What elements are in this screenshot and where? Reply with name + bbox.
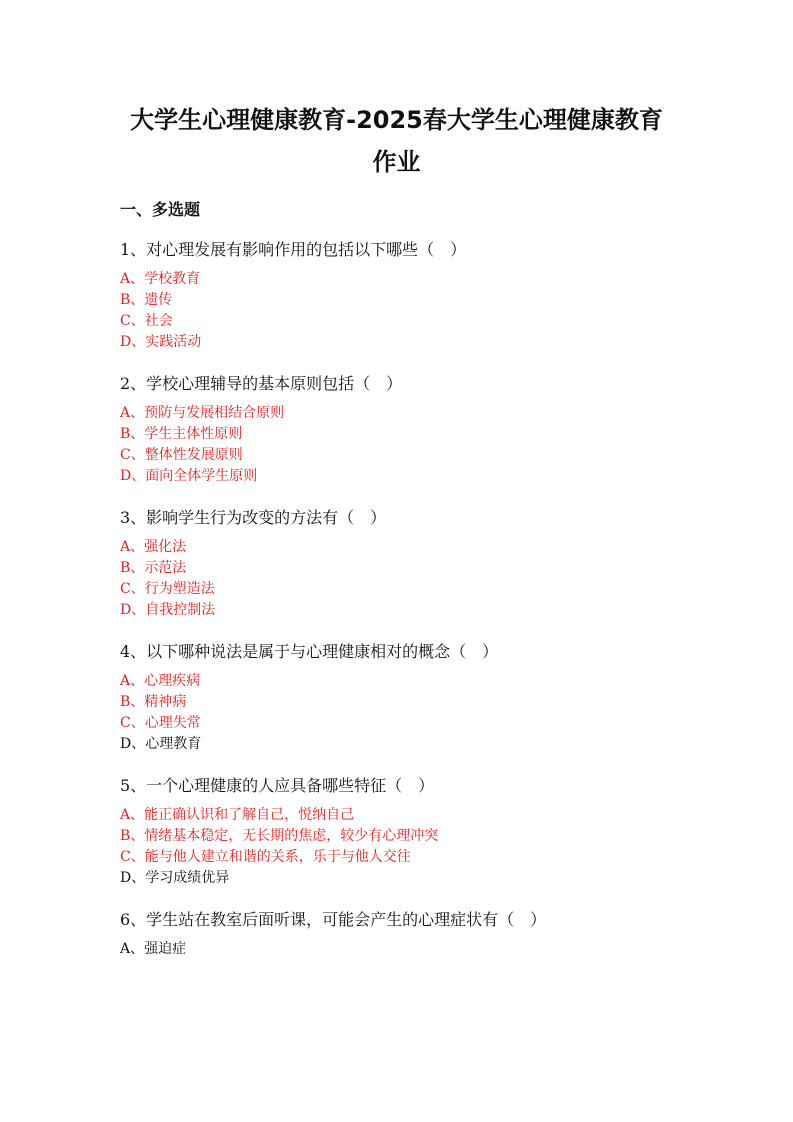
question-stem: 3、影响学生行为改变的方法有（ ） [120, 508, 387, 527]
answer-option-correct: A、心理疾病 [120, 673, 201, 689]
answer-option-correct: B、情绪基本稳定，无长期的焦虑，较少有心理冲突 [120, 828, 439, 844]
answer-option-correct: D、实践活动 [120, 334, 202, 350]
question-block [120, 371, 673, 487]
option-list [120, 671, 673, 755]
question-block [120, 505, 673, 621]
answer-option-correct: B、示范法 [120, 560, 187, 576]
answer-option-correct: C、行为塑造法 [120, 581, 215, 597]
answer-option-correct: B、精神病 [120, 694, 187, 710]
question-block [120, 773, 673, 889]
answer-option-correct: C、能与他人建立和谐的关系，乐于与他人交往 [120, 849, 411, 865]
answer-option-correct: B、学生主体性原则 [120, 426, 243, 442]
answer-option-correct: C、整体性发展原则 [120, 447, 243, 463]
answer-option: D、心理教育 [120, 736, 202, 752]
question-block [120, 907, 673, 960]
section-heading: 一、多选题 [120, 200, 201, 219]
answer-option-correct: D、面向全体学生原则 [120, 468, 258, 484]
answer-option-correct: A、强化法 [120, 539, 187, 555]
question-block [120, 639, 673, 755]
question-stem: 2、学校心理辅导的基本原则包括（ ） [120, 374, 403, 393]
answer-option: D、学习成绩优异 [120, 870, 230, 886]
option-list [120, 939, 673, 960]
option-list [120, 269, 673, 353]
question-list [120, 237, 673, 960]
answer-option-correct: A、预防与发展相结合原则 [120, 405, 285, 421]
answer-option-correct: C、心理失常 [120, 715, 201, 731]
option-list [120, 805, 673, 889]
answer-option: A、强迫症 [120, 941, 187, 957]
question-stem: 1、对心理发展有影响作用的包括以下哪些（ ） [120, 240, 467, 259]
question-stem: 4、以下哪种说法是属于与心理健康相对的概念（ ） [120, 642, 499, 661]
question-stem: 6、学生站在教室后面听课，可能会产生的心理症状有（ ） [120, 910, 547, 929]
answer-option-correct: D、自我控制法 [120, 602, 216, 618]
option-list [120, 537, 673, 621]
answer-option-correct: B、遗传 [120, 292, 173, 308]
answer-option-correct: C、社会 [120, 313, 173, 329]
document-title: 大学生心理健康教育-2025春大学生心理健康教育作业 [130, 106, 663, 176]
question-block [120, 237, 673, 353]
answer-option-correct: A、能正确认识和了解自己，悦纳自己 [120, 807, 355, 823]
question-stem: 5、一个心理健康的人应具备哪些特征（ ） [120, 776, 435, 795]
option-list [120, 403, 673, 487]
answer-option-correct: A、学校教育 [120, 271, 201, 287]
